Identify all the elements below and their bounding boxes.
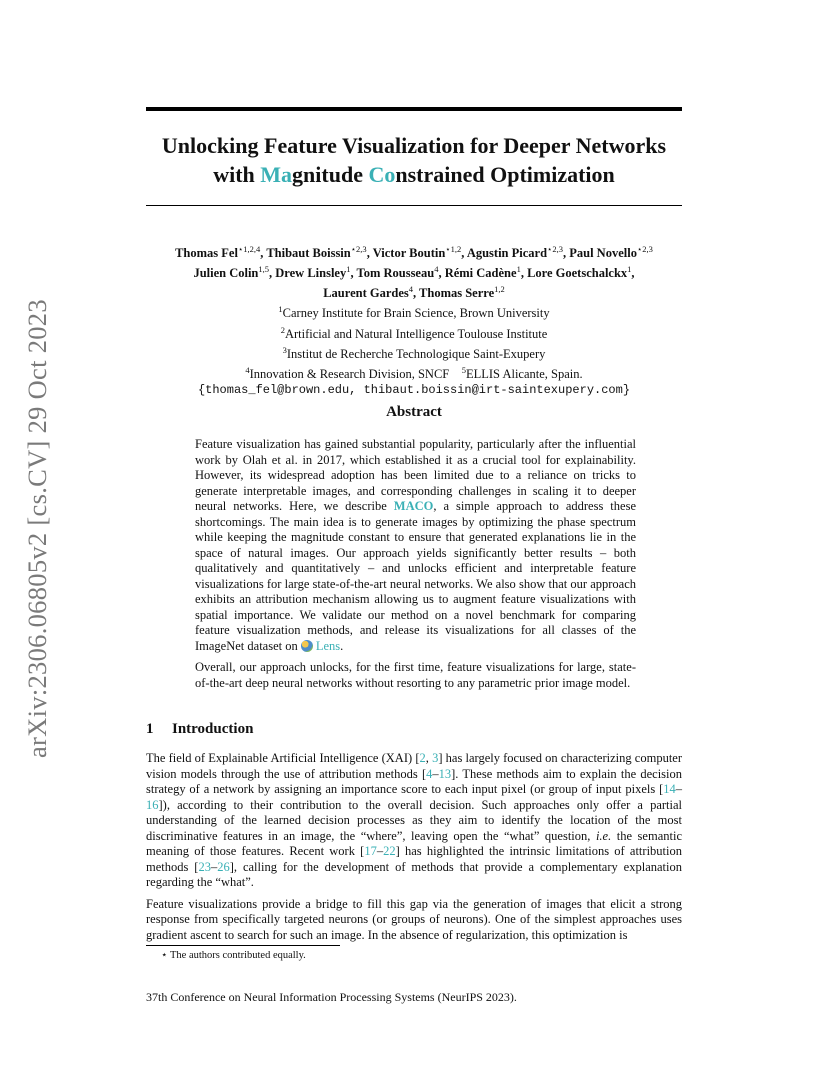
body-text: – [376,844,384,858]
author-name: Lore Goetschalckx [527,266,628,281]
author-name: Drew Linsley [275,266,347,281]
citation-link[interactable]: 26 [217,859,230,874]
author-name: Victor Boutin [372,246,446,261]
citation-link[interactable]: 16 [146,797,159,812]
body-text: ], calling for the development of methods that provide a complementary explanation regarding the “what”. [146,859,682,889]
citation-link[interactable]: 23 [198,859,211,874]
affiliation [130,301,698,321]
affiliation-text: ELLIS Alicante, Spain. [465,367,583,382]
title-highlight-co: Co [368,162,396,187]
intro-paragraph: Feature visualizations provide a bridge to fill this gap via the generation of images that elicit a strong response from specifically targeted neurons (or groups of neurons). One of the simplest approaches uses gradient ascent to search for such an image. In the absence of regularization, this optimization is [146,896,682,942]
author-name: Agustin Picard [466,246,548,261]
title-rule-top [146,107,682,111]
intro-paragraph [146,751,682,891]
author-name: Thomas Fel [175,246,238,261]
body-text: the semantic meaning of those features. Recent work [ [146,828,682,858]
author-sup: ⋆2,3 [350,244,367,254]
body-text: The field of Explainable Artificial Intelligence (XAI) [ [146,751,420,765]
author-sep: , [461,246,467,261]
body-text: ] has largely focused on characterizing computer vision models through the use of attribution methods [ [146,751,683,781]
author-name: Julien Colin [193,266,259,281]
body-text: ]), according to their contribution to the overall decision. Such approaches only offer a partial understanding of the learned decision processes as they aim to identify the location of the most discriminative features in an image, the “where”, leaving open the “what” question, [146,797,682,843]
affiliation [130,322,698,342]
title-line-1: Unlocking Feature Visualization for Deeper Networks [161,133,667,158]
affiliation-sup: 1 [278,304,283,315]
author-line [130,241,698,261]
abstract-body [195,437,636,697]
body-text: , [425,751,433,765]
body-text: – [210,859,218,874]
citation-link[interactable]: 14 [663,782,676,796]
affiliation [130,362,698,382]
author-sup: ⋆1,2 [445,244,462,254]
author-emails: {thomas_fel@brown.edu, thibaut.boissin@irt-saintexupery.com} [197,383,631,398]
author-sup: ⋆2,3 [547,244,563,254]
author-block [130,241,698,398]
author-sep: , [366,246,373,261]
author-name: Tom Rousseau [356,266,435,281]
author-sep: , [520,266,528,281]
intro-body [146,751,682,949]
author-name: Laurent Gardes [323,286,409,301]
footnote-rule [146,945,340,946]
author-sup: 1,2 [494,284,505,295]
abstract-text: Feature visualization has gained substantial popularity, particularly after the influential work by Olah et al. in 2017, which established it as a crucial tool for explainability. However, its widespread adoption has been limited due to a reliance on tricks to generate interpretable images, and corresponding challenges in scaling it to deeper neural networks. Here, we describe [195,437,636,513]
affiliation-text: Artificial and Natural Intelligence Toulouse Institute [284,326,548,341]
body-text: – [675,782,682,796]
affiliation-text: Carney Institute for Brain Science, Brown University [282,306,550,321]
body-text-italic: i.e. [595,828,612,843]
affiliation-sup: 4 [245,364,250,375]
citation-link[interactable]: 13 [438,766,452,781]
author-sup: 4 [408,284,413,295]
affiliation-sup: 3 [282,344,287,355]
arxiv-stamp: arXiv:2306.06805v2 [cs.CV] 29 Oct 2023 [22,299,52,758]
lens-logo-icon [301,640,313,652]
author-sup: 4 [434,264,439,275]
title-line-2 [120,160,708,189]
author-sep: , [413,286,420,301]
author-sup: ⋆1,2,4 [237,244,261,254]
citation-link[interactable]: 22 [383,844,396,858]
title-rule-bottom [146,205,682,206]
author-sup: 1 [627,264,632,275]
author-sep: , [438,266,445,281]
abstract-text: . [340,638,344,653]
author-name: Paul Novello [569,246,637,261]
abstract-paragraph: Overall, our approach unlocks, for the first time, feature visualizations for large, state-of-the-art deep neural networks without resorting to any parametric prior image model. [195,660,636,690]
author-sep: , [631,266,635,281]
affiliation-text: Innovation & Research Division, SNCF [249,367,450,382]
footnote [161,949,306,961]
title-text: with [213,162,261,187]
body-text: ]. These methods aim to explain the decision strategy of a network by assigning an importance score to each input pixel (or group of input pixels [ [146,766,682,796]
abstract-paragraph [195,437,636,654]
lens-link[interactable]: Lens [315,638,341,653]
footnote-text: The authors contributed equally. [167,950,306,961]
author-line [130,281,698,301]
author-line [130,261,698,281]
abstract-heading: Abstract [386,404,442,420]
author-name: Thomas Serre [419,286,495,301]
author-sep: , [269,266,276,281]
body-text: – [432,766,439,781]
citation-link[interactable]: 3 [432,751,439,765]
author-sep: , [562,246,570,261]
citation-link[interactable]: 4 [426,766,433,781]
paper-title [120,131,708,189]
affiliation-sup: 5 [461,364,466,375]
author-name: Thibaut Boissin [266,246,351,261]
section-number: 1 [146,721,154,737]
author-sup: ⋆2,3 [636,244,653,254]
maco-link[interactable]: MACO [393,499,434,513]
author-sep: , [260,246,267,261]
conference-note: 37th Conference on Neural Information Processing Systems (NeurIPS 2023). [146,990,517,1004]
section-title: Introduction [172,721,254,737]
citation-link[interactable]: 17 [364,844,377,858]
abstract-text: , a simple approach to address these shortcomings. The main idea is to generate images by optimizing the phase spectrum while keeping the magnitude constant to ensure that generated explanations lie in the space of natural images. Our approach yields significantly better results – both qualitatively and quantitatively – and unlocks efficient and interpretable feature visualizations for large state-of-the-art neural networks. We also show that our approach exhibits an attribution mechanism allowing us to augment feature visualizations with spatial importance. We validate our method on a novel benchmark for comparing feature visualization methods, and release its visualizations for all classes of the ImageNet dataset on [195,499,636,653]
title-text: gnitude [292,162,369,187]
section-heading [146,721,253,738]
author-sup: 1 [346,264,351,275]
citation-link[interactable]: 2 [419,751,426,765]
author-sep: , [350,266,357,281]
author-name: Rémi Cadène [444,266,517,281]
affiliation [130,342,698,362]
footnote-symbol: ⋆ [161,950,168,961]
body-text: ] has highlighted the intrinsic limitations of attribution methods [ [146,844,682,874]
affiliation-text: Institut de Recherche Technologique Saint-Exupery [286,346,546,361]
author-sup: 1 [516,264,521,275]
affiliation-sup: 2 [280,324,285,335]
title-highlight-ma: Ma [260,162,293,187]
author-sup: 1,5 [258,264,270,275]
title-text: nstrained Optimization [395,162,615,187]
